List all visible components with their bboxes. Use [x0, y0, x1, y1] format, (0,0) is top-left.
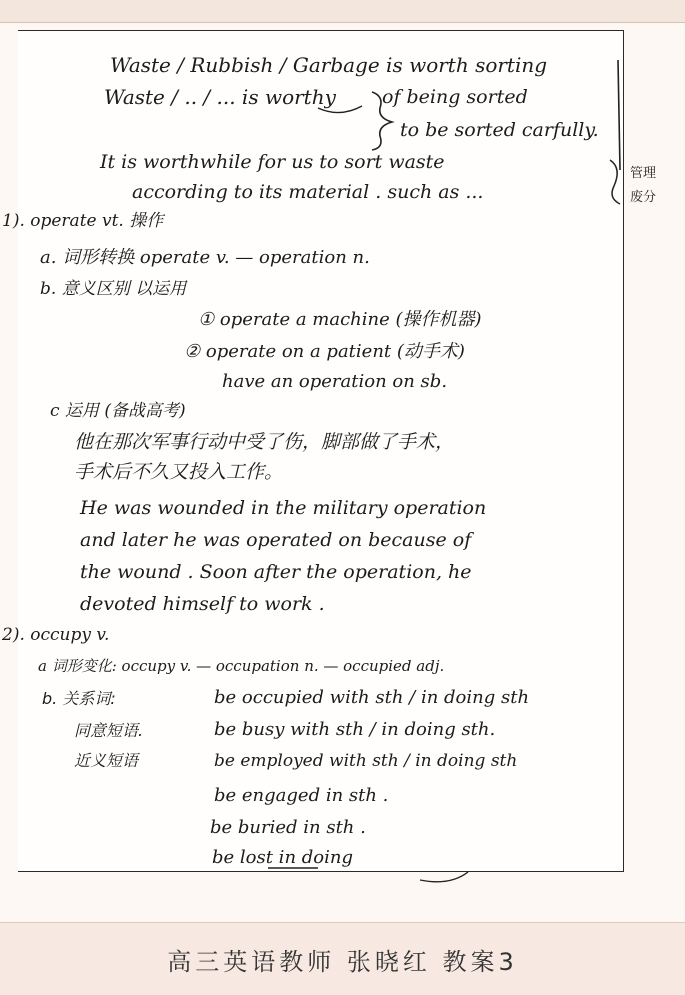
note-line: He was wounded in the military operation — [80, 497, 487, 519]
caption-text: 高三英语教师 张晓红 教案3 — [167, 947, 518, 976]
note-line: 废分 — [630, 190, 657, 205]
note-line: have an operation on sb. — [222, 371, 448, 392]
note-line: b. 关系词: — [42, 689, 116, 708]
note-line: be busy with sth / in doing sth. — [214, 719, 496, 740]
note-line: 手术后不久又投入工作。 — [74, 461, 284, 483]
note-line: b. 意义区别 以运用 — [40, 279, 187, 299]
note-line: of being sorted — [382, 86, 528, 108]
note-line: a. 词形转换 operate v. — operation n. — [40, 247, 370, 268]
underline-mark — [420, 872, 468, 882]
note-line: according to its material . such as ... — [132, 181, 484, 203]
note-line: and later he was operated on because of — [80, 529, 472, 551]
note-line: ① operate a machine (操作机器) — [198, 309, 482, 330]
note-line: It is worthwhile for us to sort waste — [100, 151, 445, 173]
page-caption — [0, 922, 685, 995]
note-line: 2). occupy v. — [2, 625, 110, 645]
note-line: 他在那次军事行动中受了伤，脚部做了手术， — [74, 431, 455, 453]
note-line: devoted himself to work . — [80, 593, 325, 615]
note-line: the wound . Soon after the operation, he — [80, 561, 472, 583]
note-line: 同意短语. — [74, 721, 144, 740]
note-line: be occupied with sth / in doing sth — [214, 687, 530, 708]
notes-page — [2, 30, 657, 872]
note-line: ② operate on a patient (动手术) — [184, 341, 465, 362]
note-line: be employed with sth / in doing sth — [214, 751, 518, 771]
note-line: a 词形变化: occupy v. — occupation n. — occupied adj. — [38, 657, 445, 675]
note-line: 1). operate vt. 操作 — [2, 211, 164, 231]
note-line: be buried in sth . — [210, 817, 366, 838]
note-line: 近义短语 — [74, 751, 139, 770]
note-line: c 运用 (备战高考) — [50, 401, 186, 421]
note-line: to be sorted carfully. — [400, 119, 599, 141]
note-line: Waste / Rubbish / Garbage is worth sorting — [110, 53, 548, 77]
note-line: Waste / .. / ... is worthy — [104, 85, 336, 109]
note-line: be engaged in sth . — [214, 785, 389, 806]
note-line: be lost in doing — [212, 847, 353, 868]
top-band — [0, 0, 685, 23]
note-line: 管理 — [630, 166, 657, 181]
